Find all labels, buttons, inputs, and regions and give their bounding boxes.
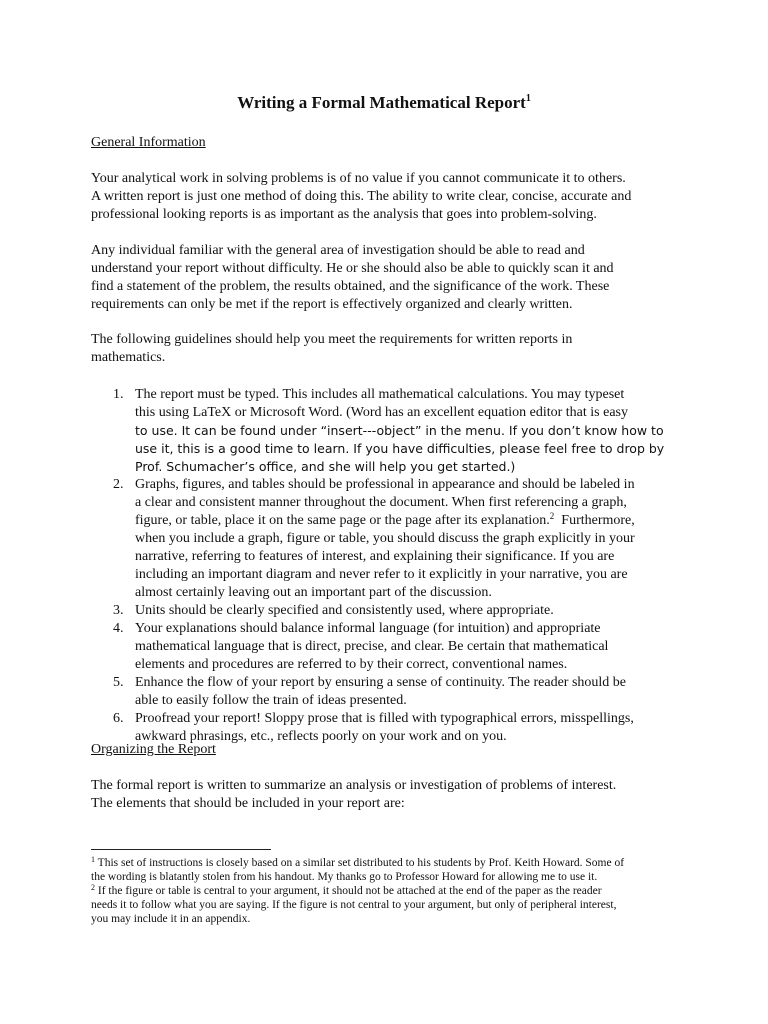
list-item-line: Units should be clearly specified and consistently used, where appropriate. [135, 603, 554, 618]
list-item-line: a clear and consistent manner throughout the document. When first referencing a graph, [135, 495, 627, 510]
list-item-line: elements and procedures are referred to by their correct, conventional names. [135, 657, 568, 672]
list-item-line: Prof. Schumacher’s office, and she will help you get started.) [135, 459, 516, 474]
list-item-line: use it, this is a good time to learn. If you have difficulties, please feel free to drop by [135, 441, 665, 456]
footnote-mark: 2 [549, 511, 555, 521]
guidelines-list [91, 386, 691, 746]
footnote-divider [91, 849, 271, 850]
list-item-line: this using LaTeX or Microsoft Word. (Word has an excellent equation editor that is easy [135, 405, 628, 420]
list-item-number: 6. [113, 711, 124, 726]
list-item-line: Your explanations should balance informal language (for intuition) and appropriate [135, 621, 601, 636]
footnote-line [91, 856, 711, 870]
footnote-text: If the figure or table is central to your argument, it should not be attached at the end of the paper as the reader [97, 885, 602, 897]
paragraph-line: find a statement of the problem, the results obtained, and the significance of the work. These [91, 279, 610, 294]
footnote-line: you may include it in an appendix. [91, 913, 251, 925]
list-item-line: Proofread your report! Sloppy prose that is filled with typographical errors, misspellings, [135, 711, 634, 726]
list-item-line-tail: Furthermore, [554, 513, 635, 528]
list-item-line: The report must be typed. This includes all mathematical calculations. You may typeset [135, 387, 625, 402]
list-item-line: to use. It can be found under “insert---object” in the menu. If you don’t know how to [135, 423, 664, 438]
list-item [91, 386, 691, 476]
list-item-line: including an important diagram and never refer to it explicitly in your narrative, you are [135, 567, 628, 582]
footnotes [91, 856, 711, 926]
title-text: Writing a Formal Mathematical Report [237, 93, 526, 112]
list-item-number: 3. [113, 603, 124, 618]
list-item-line: Graphs, figures, and tables should be professional in appearance and should be labeled in [135, 477, 635, 492]
list-item-line: awkward phrasings, etc., reflects poorly on your work and on you. [135, 729, 507, 744]
section-heading-general-information: General Information [91, 135, 206, 150]
paragraph-line: professional looking reports is as important as the analysis that goes into problem-solving. [91, 207, 597, 222]
list-item-line: mathematical language that is direct, precise, and clear. Be certain that mathematical [135, 639, 609, 654]
paragraph-line: A written report is just one method of doing this. The ability to write clear, concise, accurate and [91, 189, 632, 204]
list-item-number: 2. [113, 477, 124, 492]
paragraph-4 [91, 777, 691, 813]
paragraph-line: Your analytical work in solving problems is of no value if you cannot communicate it to others. [91, 171, 626, 186]
list-item [91, 674, 691, 710]
section-heading-organizing-the-report: Organizing the Report [91, 742, 216, 757]
list-item-line: Enhance the flow of your report by ensuring a sense of continuity. The reader should be [135, 675, 627, 690]
list-item-line: when you include a graph, figure or table, you should discuss the graph explicitly in your [135, 531, 635, 546]
footnote-text: This set of instructions is closely based on a similar set distributed to his students by Prof. Keith Howard. Some of [97, 857, 625, 869]
list-item-number: 5. [113, 675, 124, 690]
paragraph-2 [91, 242, 691, 314]
list-item-line-with-footnote [135, 512, 691, 530]
paragraph-line: mathematics. [91, 350, 166, 365]
list-item-number: 4. [113, 621, 124, 636]
footnote-line [91, 884, 711, 898]
list-item [91, 476, 691, 602]
paragraph-line: Any individual familiar with the general area of investigation should be able to read and [91, 243, 585, 258]
paragraph-line: The following guidelines should help you meet the requirements for written reports in [91, 332, 573, 347]
footnote-mark: 2 [91, 883, 95, 892]
list-item [91, 602, 691, 620]
footnote-line: the wording is blatantly stolen from his handout. My thanks go to Professor Howard for allowing me to use it. [91, 871, 598, 883]
paragraph-line: The elements that should be included in your report are: [91, 796, 405, 811]
page-title [0, 92, 768, 114]
footnote-mark: 1 [91, 855, 95, 864]
footnote-line: needs it to follow what you are saying. If the figure is not central to your argument, but only of peripheral interest, [91, 899, 617, 911]
paragraph-line: understand your report without difficulty. He or she should also be able to quickly scan it and [91, 261, 614, 276]
list-item-line-text: figure, or table, place it on the same page or the page after its explanation. [135, 513, 550, 528]
list-item-line: almost certainly leaving out an important part of the discussion. [135, 585, 492, 600]
paragraph-1 [91, 170, 691, 224]
paragraph-line: The formal report is written to summarize an analysis or investigation of problems of interest. [91, 778, 617, 793]
list-item-line: narrative, referring to features of interest, and explaining their significance. If you are [135, 549, 615, 564]
paragraph-3 [91, 331, 691, 367]
title-footnote-mark: 1 [525, 93, 531, 104]
list-item-line: able to easily follow the train of ideas presented. [135, 693, 407, 708]
list-item-number: 1. [113, 387, 124, 402]
list-item [91, 620, 691, 674]
footnote-1 [91, 856, 711, 884]
paragraph-line: requirements can only be met if the report is effectively organized and clearly written. [91, 297, 573, 312]
footnote-2 [91, 884, 711, 926]
